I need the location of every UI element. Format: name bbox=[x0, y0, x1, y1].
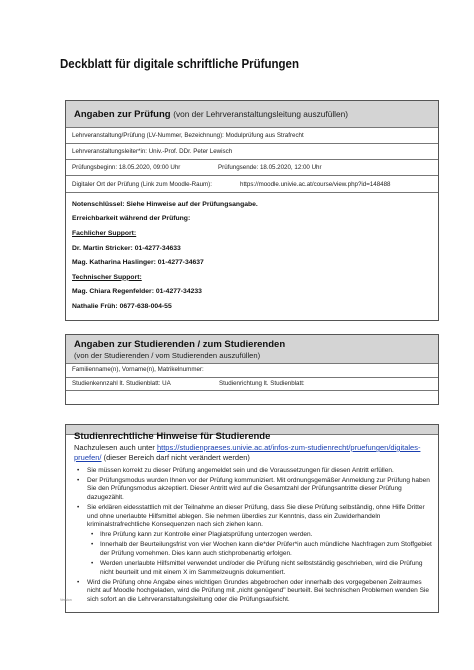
student-info-section bbox=[65, 334, 439, 405]
tech-support-heading: Technischer Support: bbox=[72, 273, 142, 281]
program-direction-label: Studienrichtung lt. Studienblatt: bbox=[219, 380, 305, 387]
list-item-text: Der Prüfungsmodus wurden Ihnen vor der Prüfung kommuniziert. Mit ordnungsgemäßer Anmeldung zur Prüfung haben Sie den Prüfungsmodus akzeptiert. Dieser Antritt wird auf die Gesamtzahl der Prüfungsantritte dieser Prüfung dazugezählt. bbox=[87, 476, 430, 501]
sub-bullet-icon: • bbox=[91, 560, 94, 568]
bullet-icon: • bbox=[77, 466, 80, 474]
sub-list-item-text: Innerhalb der Beurteilungsfrist von vier Wochen kann die*der Prüfer*in auch mündliche Nachfragen zum Stoffgebiet der Prüfung vornehmen. Dies kann auch stichprobenartig erfolgen. bbox=[100, 541, 432, 557]
list-item bbox=[74, 504, 432, 530]
course-row bbox=[66, 128, 438, 144]
sub-bullet-icon: • bbox=[91, 531, 94, 539]
course-field: Lehrveranstaltung/Prüfung (LV-Nummer, Bezeichnung): Modulprüfung aus Strafrecht bbox=[72, 132, 304, 139]
grading-key-text: Notenschlüssel: Siehe Hinweise auf der Prüfungsangabe. bbox=[72, 200, 258, 208]
subject-support-contact: Mag. Katharina Haslinger: 01-4277-34637 bbox=[72, 259, 204, 267]
exam-info-header bbox=[66, 101, 438, 128]
student-program-row[interactable] bbox=[66, 378, 438, 391]
exam-start-field: Prüfungsbeginn: 18.05.2020, 09:00 Uhr bbox=[72, 164, 181, 171]
tech-support-contact: Nathalie Früh: 0677-638-004-55 bbox=[72, 302, 172, 310]
list-item bbox=[74, 477, 432, 503]
instructor-field: Lehrveranstaltungsleiter*in: Univ.-Prof. DDr. Peter Lewisch bbox=[72, 148, 233, 155]
exam-end-field: Prüfungsende: 18.05.2020, 12:00 Uhr bbox=[218, 164, 322, 171]
instructor-row bbox=[66, 144, 438, 160]
list-item bbox=[74, 579, 432, 605]
list-item-text: Wird die Prüfung ohne Angabe eines wichtigen Grundes abgebrochen oder innerhalb des vorgegebenen Zeitraumes nicht auf Moodle hochgeladen, wird die Prüfung mit „nicht genügend" beurteilt. Bei technischen Problemen wenden Sie sich sofort an die Lehrveranstaltungsleitung oder die Prüfungsaufsicht. bbox=[87, 578, 429, 603]
legal-notes-list bbox=[74, 467, 432, 605]
reachability-heading: Erreichbarkeit während der Prüfung: bbox=[72, 215, 191, 223]
sub-list-item-text: Werden unerlaubte Hilfsmittel verwendet und/oder die Prüfung nicht selbstständig geschrieben, wird die Prüfung nicht beurteilt und mit einem X im Sammelzeugnis dokumentiert. bbox=[100, 560, 423, 576]
student-info-header bbox=[66, 335, 438, 364]
legal-notes-heading: Studienrechtliche Hinweise für Studierende bbox=[74, 431, 271, 442]
subject-support-contact: Dr. Martin Stricker: 01-4277-34633 bbox=[72, 244, 181, 252]
footer-mark: Version bbox=[60, 598, 72, 602]
tech-support-contact: Mag. Chiara Regenfelder: 01-4277-34233 bbox=[72, 288, 202, 296]
exam-info-section bbox=[65, 100, 439, 321]
student-info-heading: Angaben zur Studierenden / zum Studierenden bbox=[74, 339, 286, 350]
exam-info-heading-line bbox=[74, 109, 430, 120]
study-law-link[interactable]: https://studienpraeses.univie.ac.at/infos-zum-studienrecht/pruefungen/digitales-pruefen/ bbox=[74, 443, 421, 462]
intro-suffix: (dieser Bereich darf nicht verändert werden) bbox=[101, 452, 250, 462]
student-name-label: Familienname(n), Vorname(n), Matrikelnummer: bbox=[72, 366, 204, 373]
legal-notes-section bbox=[65, 424, 439, 613]
exam-info-heading-note: (von der Lehrveranstaltungsleitung auszufüllen) bbox=[173, 109, 349, 119]
legal-notes-intro bbox=[74, 443, 432, 463]
bullet-icon: • bbox=[77, 476, 80, 484]
document-title: Deckblatt für digitale schriftliche Prüfungen bbox=[60, 57, 299, 71]
sub-bullet-icon: • bbox=[91, 541, 94, 549]
list-item-text: Sie erklären eidesstattlich mit der Teilnahme an dieser Prüfung, dass Sie diese Prüfung selbständig, ohne Hilfe Dritter und ohne unerlaubte Hilfsmittel ablegen. Sie nehmen überdies zur Kenntnis, dass ein Zuwiderhandeln kriminalstrafrechtliche Konsequenzen nach sich ziehen kann. bbox=[87, 503, 425, 529]
exam-location-label: Digitaler Ort der Prüfung (Link zum Moodle-Raum): bbox=[72, 180, 212, 188]
program-code-label: Studienkennzahl lt. Studienblatt: UA bbox=[72, 380, 171, 387]
bullet-icon: • bbox=[77, 578, 80, 586]
student-info-heading-note: (von der Studierenden / vom Studierenden auszufüllen) bbox=[74, 351, 261, 360]
subject-support-heading: Fachlicher Support: bbox=[72, 229, 137, 237]
sub-list-item bbox=[74, 541, 432, 558]
bullet-icon: • bbox=[77, 503, 80, 511]
list-item bbox=[74, 467, 432, 476]
student-name-row[interactable] bbox=[66, 364, 438, 378]
list-item-text: Sie müssen korrekt zu dieser Prüfung angemeldet sein und die Voraussetzungen für diesen Antritt erfüllen. bbox=[87, 466, 394, 474]
exam-time-row bbox=[66, 160, 438, 176]
legal-notes-body bbox=[66, 431, 438, 612]
sub-list-item bbox=[74, 531, 432, 540]
intro-prefix: Nachzulesen auch unter bbox=[74, 443, 157, 452]
exam-location-link[interactable]: https://moodle.univie.ac.at/course/view.php?id=148488 bbox=[240, 180, 391, 188]
sub-list-item bbox=[74, 560, 432, 577]
sub-list-item-text: Ihre Prüfung kann zur Kontrolle einer Plagiatsprüfung unterzogen werden. bbox=[100, 531, 313, 539]
exam-info-heading: Angaben zur Prüfung bbox=[74, 109, 171, 120]
exam-notes-block bbox=[66, 193, 438, 320]
exam-location-row bbox=[66, 176, 438, 193]
student-blank-row bbox=[66, 391, 438, 404]
